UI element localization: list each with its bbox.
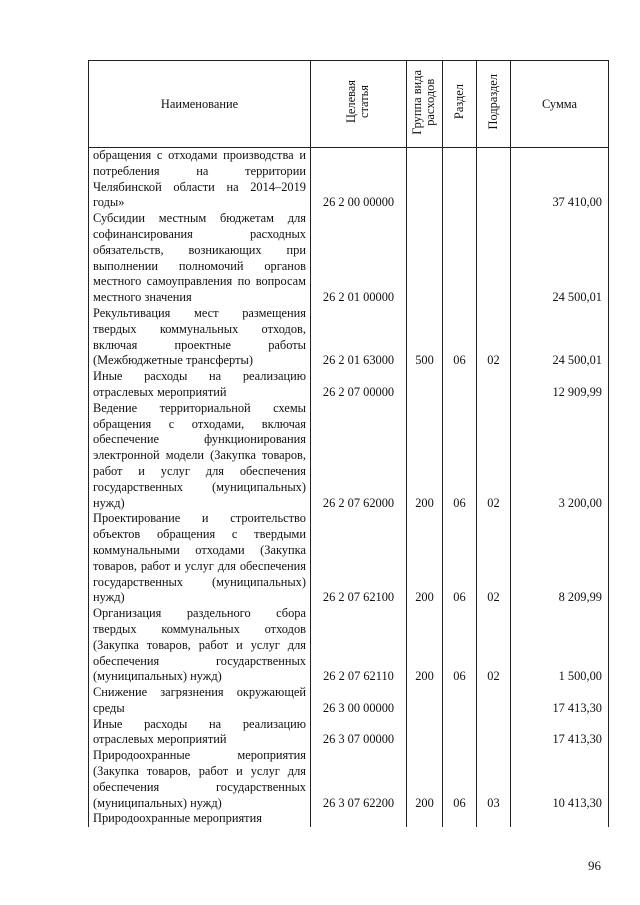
row-sum: 12 909,99	[511, 369, 609, 401]
table-row	[89, 685, 609, 717]
header-subsection	[477, 61, 511, 148]
row-name: Организация раздельного сбора твердых коммунальных отходов (Закупка товаров, работ и услуг для обеспечения государственных (муниципальных) нужд)	[89, 606, 311, 685]
row-name: Иные расходы на реализацию отраслевых мероприятий	[89, 369, 311, 401]
row-subsection	[477, 685, 511, 717]
row-code: 26 2 07 62100	[311, 511, 407, 606]
budget-table	[88, 60, 609, 827]
row-sum: 17 413,30	[511, 717, 609, 749]
row-sum: 17 413,30	[511, 685, 609, 717]
row-name: обращения с отходами производства и потребления на территории Челябинской области на 2014–2019 годы»	[89, 148, 311, 212]
table-row	[89, 148, 609, 212]
row-sum: 24 500,01	[511, 211, 609, 306]
row-section: 06	[443, 306, 477, 369]
table-row	[89, 401, 609, 512]
row-sum: 8 209,99	[511, 511, 609, 606]
row-name: Ведение территориальной схемы обращения с отходами, включая обеспечение функционирования электронной модели (Закупка товаров, работ и услуг для обеспечения государственных (муниципальных) нужд)	[89, 401, 311, 512]
row-subsection: 03	[477, 748, 511, 811]
row-sum: 10 413,30	[511, 748, 609, 811]
table-header-row	[89, 61, 609, 148]
row-section	[443, 811, 477, 827]
row-code: 26 3 07 00000	[311, 717, 407, 749]
row-group	[407, 685, 443, 717]
row-sum: 37 410,00	[511, 148, 609, 212]
header-section-text: Раздел	[451, 84, 466, 120]
row-group: 200	[407, 511, 443, 606]
row-group: 500	[407, 306, 443, 369]
row-name: Природоохранные мероприятия (Закупка товаров, работ и услуг для обеспечения государственных (муниципальных) нужд)	[89, 748, 311, 811]
table-row	[89, 511, 609, 606]
row-code: 26 2 07 00000	[311, 369, 407, 401]
row-subsection: 02	[477, 401, 511, 512]
row-group: 200	[407, 748, 443, 811]
row-name: Иные расходы на реализацию отраслевых мероприятий	[89, 717, 311, 749]
row-sum	[511, 811, 609, 827]
row-code: 26 3 00 00000	[311, 685, 407, 717]
row-code: 26 2 07 62000	[311, 401, 407, 512]
header-code-text: Целевая статья	[344, 80, 372, 124]
row-subsection	[477, 811, 511, 827]
header-group-text: Группа вида расходов	[410, 69, 438, 135]
row-code: 26 2 00 00000	[311, 148, 407, 212]
row-section	[443, 369, 477, 401]
row-section: 06	[443, 401, 477, 512]
row-code: 26 2 01 00000	[311, 211, 407, 306]
table-row	[89, 211, 609, 306]
row-section: 06	[443, 511, 477, 606]
row-name: Природоохранные мероприятия	[89, 811, 311, 827]
row-sum: 24 500,01	[511, 306, 609, 369]
row-group	[407, 148, 443, 212]
row-name: Рекультивация мест размещения твердых коммунальных отходов, включая проектные работы (Межбюджетные трансферты)	[89, 306, 311, 369]
row-code: 26 3 07 62200	[311, 748, 407, 811]
row-subsection	[477, 211, 511, 306]
row-subsection: 02	[477, 606, 511, 685]
row-group	[407, 717, 443, 749]
header-subsection-text: Подраздел	[485, 74, 500, 130]
row-section: 06	[443, 606, 477, 685]
row-subsection	[477, 369, 511, 401]
table-row	[89, 369, 609, 401]
header-sum: Сумма	[511, 61, 609, 148]
table-row	[89, 306, 609, 369]
header-group	[407, 61, 443, 148]
row-code: 26 2 01 63000	[311, 306, 407, 369]
row-group	[407, 211, 443, 306]
row-sum: 1 500,00	[511, 606, 609, 685]
row-group: 200	[407, 401, 443, 512]
row-name: Субсидии местным бюджетам для софинансирования расходных обязательств, возникающих при выполнении полномочий органов местного самоуправления по вопросам местного значения	[89, 211, 311, 306]
table-row	[89, 606, 609, 685]
row-section	[443, 717, 477, 749]
row-group	[407, 369, 443, 401]
header-name: Наименование	[89, 61, 311, 148]
row-code	[311, 811, 407, 827]
row-code: 26 2 07 62110	[311, 606, 407, 685]
header-section	[443, 61, 477, 148]
row-subsection	[477, 148, 511, 212]
row-section	[443, 685, 477, 717]
table-row	[89, 811, 609, 827]
row-section	[443, 211, 477, 306]
row-sum: 3 200,00	[511, 401, 609, 512]
row-subsection: 02	[477, 511, 511, 606]
row-group	[407, 811, 443, 827]
table-row	[89, 748, 609, 811]
row-name: Снижение загрязнения окружающей среды	[89, 685, 311, 717]
row-subsection: 02	[477, 306, 511, 369]
row-section: 06	[443, 748, 477, 811]
header-code	[311, 61, 407, 148]
page-number: 96	[588, 858, 601, 873]
row-section	[443, 148, 477, 212]
row-name: Проектирование и строительство объектов обращения с твердыми коммунальными отходами (Закупка товаров, работ и услуг для обеспечения государственных (муниципальных) нужд)	[89, 511, 311, 606]
table-row	[89, 717, 609, 749]
row-group: 200	[407, 606, 443, 685]
row-subsection	[477, 717, 511, 749]
